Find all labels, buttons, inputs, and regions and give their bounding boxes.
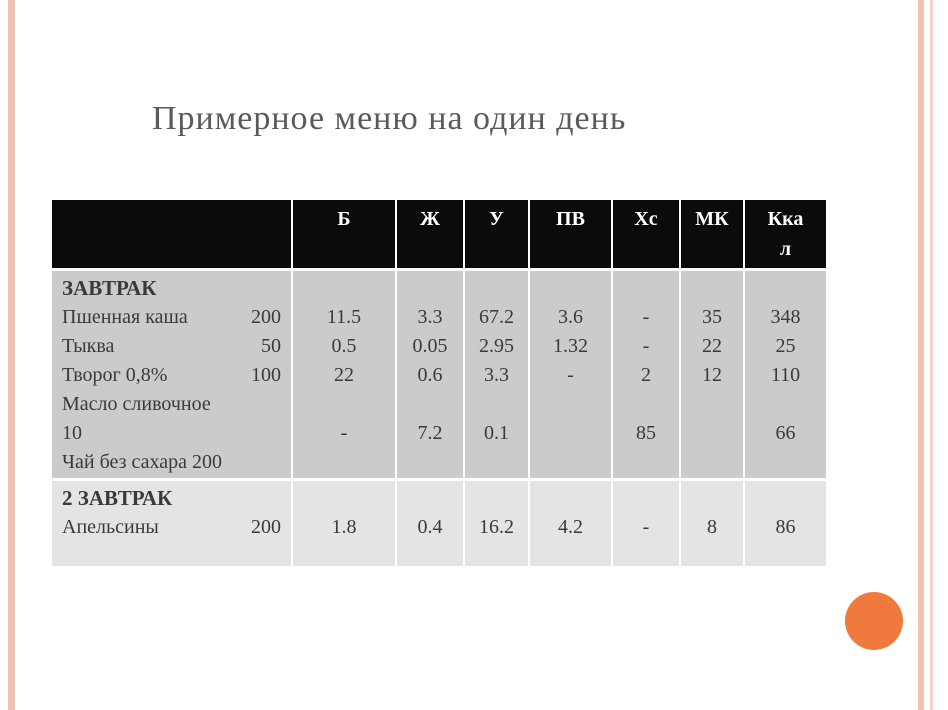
nutrient-cell: [529, 480, 612, 566]
nutrient-value: 2.95: [479, 335, 514, 357]
nutrient-value: 1.32: [553, 335, 588, 357]
nutrient-value: 22: [702, 335, 722, 357]
nutrient-value: [681, 419, 743, 448]
nutrient-value: -: [642, 306, 650, 328]
nutrient-value: 0.05: [412, 335, 448, 357]
nutrient-cell: [396, 270, 464, 480]
nutrient-cell: [464, 480, 529, 566]
column-header-label: [52, 204, 291, 234]
column-header: [292, 200, 396, 270]
nutrient-value: [681, 390, 743, 419]
column-header-label: Хс: [634, 208, 658, 230]
spacer: [530, 271, 611, 303]
table-body: [52, 270, 826, 566]
nutrient-value: [397, 390, 463, 419]
spacer: [681, 271, 743, 303]
food-amount: 200: [251, 306, 281, 328]
column-header-label: Кка: [767, 208, 804, 230]
food-name: Творог 0,8%: [62, 364, 168, 386]
menu-table: [52, 200, 826, 566]
column-header: [396, 200, 464, 270]
nutrient-cell: [396, 480, 464, 566]
nutrient-value: [293, 448, 395, 477]
column-header: [744, 200, 826, 270]
column-header-label: У: [489, 208, 504, 230]
nutrient-value: 4.2: [558, 516, 583, 538]
nutrient-cell: [680, 480, 744, 566]
food-cell: [52, 480, 292, 566]
spacer: [745, 271, 826, 303]
nutrient-value: 22: [334, 364, 354, 386]
nutrient-cell: [744, 480, 826, 566]
nutrient-value: [397, 448, 463, 477]
nutrient-value: 0.6: [417, 364, 443, 386]
nutrient-value: 66: [775, 422, 796, 444]
nutrient-value: [613, 390, 679, 419]
nutrient-cell: [612, 480, 680, 566]
slide-frame-right-inner: [930, 0, 933, 710]
nutrient-value: [745, 448, 826, 477]
spacer: [613, 481, 679, 513]
nutrient-value: [681, 448, 743, 477]
meal-section-label: ЗАВТРАК: [62, 276, 157, 300]
spacer: [293, 481, 395, 513]
slide-frame-right: [918, 0, 924, 710]
nutrient-value: 348: [770, 306, 801, 328]
nutrient-value: 3.3: [484, 364, 509, 386]
food-name: 10: [62, 422, 82, 444]
column-header: [52, 200, 292, 270]
food-item: [62, 361, 291, 390]
nutrient-value: 12: [702, 364, 722, 386]
spacer: [530, 481, 611, 513]
food-item: [62, 332, 291, 361]
food-item: [62, 303, 291, 332]
nutrient-value: -: [567, 364, 574, 386]
nutrient-cell: [680, 270, 744, 480]
food-name: Пшенная каша: [62, 306, 188, 328]
nutrient-value: 86: [775, 516, 796, 538]
nutrient-value: [530, 448, 611, 477]
food-item: [62, 390, 291, 419]
slide-frame-left: [8, 0, 15, 710]
food-amount: 200: [251, 516, 281, 538]
nutrient-value: [613, 448, 679, 477]
nutrient-cell: [292, 480, 396, 566]
food-item: [62, 513, 291, 542]
column-header-label: л: [779, 238, 792, 260]
nutrient-value: [465, 390, 528, 419]
nutrient-value: 11.5: [326, 306, 362, 328]
food-name: Масло сливочное: [62, 393, 211, 415]
nutrient-value: 25: [775, 335, 796, 357]
column-header: [612, 200, 680, 270]
nutrient-value: 0.1: [484, 422, 509, 444]
column-header: [529, 200, 612, 270]
food-item: [62, 419, 291, 448]
nutrient-value: 3.6: [558, 306, 583, 328]
nutrient-cell: [529, 270, 612, 480]
spacer: [397, 271, 463, 303]
food-name: Апельсины: [62, 516, 159, 538]
column-header-label: ПВ: [556, 208, 585, 230]
nutrient-value: 1.8: [331, 516, 357, 538]
nutrient-value: 0.5: [331, 335, 357, 357]
nutrient-value: 7.2: [417, 422, 443, 444]
spacer: [681, 481, 743, 513]
nutrient-value: 16.2: [479, 516, 514, 538]
food-amount: 50: [261, 335, 281, 357]
nutrient-value: [465, 448, 528, 477]
column-header-label: МК: [695, 208, 729, 230]
table-header-row: [52, 200, 826, 270]
slide-title: Примерное меню на один день: [152, 100, 627, 137]
food-amount: 100: [251, 364, 281, 386]
nutrient-value: [530, 419, 611, 448]
nutrient-value: [745, 390, 826, 419]
spacer: [745, 481, 826, 513]
nutrient-value: 110: [770, 364, 801, 386]
nutrient-value: 8: [707, 516, 717, 538]
nutrient-cell: [464, 270, 529, 480]
nutrient-value: -: [642, 516, 650, 538]
column-header: [680, 200, 744, 270]
nutrient-value: -: [340, 422, 348, 444]
table-section-row: [52, 270, 826, 480]
food-name: Тыква: [62, 335, 115, 357]
nutrient-cell: [292, 270, 396, 480]
spacer: [613, 271, 679, 303]
nutrient-cell: [744, 270, 826, 480]
food-item: [62, 448, 291, 477]
column-header-label: Ж: [420, 208, 440, 230]
nutrient-cell: [612, 270, 680, 480]
column-header-label: Б: [337, 208, 351, 230]
nutrient-value: -: [642, 335, 650, 357]
nutrient-value: [530, 390, 611, 419]
spacer: [397, 481, 463, 513]
nutrient-value: 0.4: [417, 516, 443, 538]
food-cell: [52, 270, 292, 480]
nutrient-value: 2: [641, 364, 651, 386]
meal-section-label: 2 ЗАВТРАК: [62, 486, 173, 510]
orange-circle-icon: [845, 592, 903, 650]
spacer: [293, 271, 395, 303]
food-name: Чай без сахара 200: [62, 451, 222, 473]
table-section-row: [52, 480, 826, 566]
column-header: [464, 200, 529, 270]
nutrient-value: 35: [702, 306, 722, 328]
nutrient-value: 3.3: [417, 306, 443, 328]
nutrient-value: [293, 390, 395, 419]
nutrient-value: 85: [636, 422, 656, 444]
spacer: [465, 481, 528, 513]
nutrient-value: 67.2: [479, 306, 514, 328]
spacer: [465, 271, 528, 303]
